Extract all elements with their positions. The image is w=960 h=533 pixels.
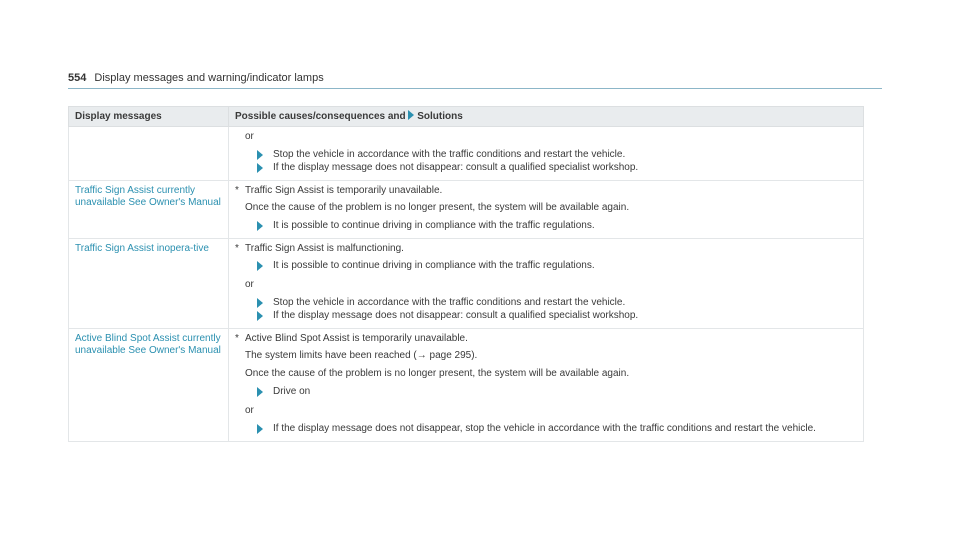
action-arrow-icon (408, 110, 414, 120)
solution-step (235, 149, 857, 161)
asterisk-icon: * (235, 333, 239, 344)
cause-item (235, 185, 857, 197)
page-number: 554 (68, 72, 87, 84)
asterisk-icon: * (235, 185, 239, 196)
solution-step-text: If the display message does not disappear: consult a qualified specialist workshop. (273, 162, 639, 173)
table-header-row (69, 107, 864, 127)
display-message-text: Traffic Sign Assist inopera-tive (75, 243, 209, 254)
solution-step-text: It is possible to continue driving in compliance with the traffic regulations. (273, 220, 595, 231)
display-message-text: Active Blind Spot Assist currently unavailable See Owner's Manual (75, 333, 221, 356)
action-arrow-icon (257, 150, 263, 160)
asterisk-icon: * (235, 243, 239, 254)
solution-step-text: Stop the vehicle in accordance with the traffic conditions and restart the vehicle. (273, 149, 626, 160)
table-row (69, 181, 864, 239)
header-divider (68, 88, 882, 89)
action-arrow-icon (257, 311, 263, 321)
column-header-causes-solutions (229, 107, 864, 127)
solution-step (235, 310, 857, 322)
solution-step (235, 260, 857, 272)
message-cell (69, 239, 229, 329)
column-header-solutions-label: Solutions (417, 111, 463, 122)
solution-step (235, 162, 857, 174)
solution-step-text: Drive on (273, 386, 311, 397)
or-text: or (245, 405, 254, 416)
page-header (68, 72, 324, 84)
solution-step (235, 220, 857, 232)
cause-paragraph: The system limits have been reached (→ page 295). (245, 350, 478, 361)
action-arrow-icon (257, 261, 263, 271)
solution-step-text: Stop the vehicle in accordance with the traffic conditions and restart the vehicle. (273, 297, 626, 308)
cause-text: Traffic Sign Assist is malfunctioning. (245, 243, 404, 254)
page-title: Display messages and warning/indicator lamps (94, 72, 324, 84)
message-cell (69, 127, 229, 181)
or-text: or (245, 279, 254, 290)
cause-paragraph: Once the cause of the problem is no longer present, the system will be available again. (245, 202, 630, 213)
solution-cell (229, 239, 864, 329)
solution-step-text: It is possible to continue driving in compliance with the traffic regulations. (273, 260, 595, 271)
message-cell (69, 329, 229, 442)
table-row (69, 329, 864, 442)
message-cell (69, 181, 229, 239)
solution-step-text: If the display message does not disappear, stop the vehicle in accordance with the traffic conditions and restart the vehicle. (273, 423, 816, 434)
action-arrow-icon (257, 424, 263, 434)
solution-cell (229, 181, 864, 239)
display-message-text: Traffic Sign Assist currently unavailable See Owner's Manual (75, 185, 221, 208)
solution-cell (229, 329, 864, 442)
display-messages-table (68, 106, 864, 442)
cause-text: Traffic Sign Assist is temporarily unavailable. (245, 185, 443, 196)
action-arrow-icon (257, 221, 263, 231)
solution-step (235, 386, 857, 398)
column-header-display-messages: Display messages (69, 107, 229, 127)
cause-paragraph: Once the cause of the problem is no longer present, the system will be available again. (245, 368, 630, 379)
action-arrow-icon (257, 387, 263, 397)
table-row (69, 239, 864, 329)
action-arrow-icon (257, 298, 263, 308)
cause-item (235, 243, 857, 255)
solution-step (235, 423, 857, 435)
solution-step (235, 297, 857, 309)
table-row (69, 127, 864, 181)
cause-text: Active Blind Spot Assist is temporarily unavailable. (245, 333, 468, 344)
cause-item (235, 333, 857, 345)
solution-cell (229, 127, 864, 181)
column-header-causes-label: Possible causes/consequences and (235, 111, 406, 122)
or-text: or (245, 131, 254, 142)
solution-step-text: If the display message does not disappear: consult a qualified specialist workshop. (273, 310, 639, 321)
action-arrow-icon (257, 163, 263, 173)
